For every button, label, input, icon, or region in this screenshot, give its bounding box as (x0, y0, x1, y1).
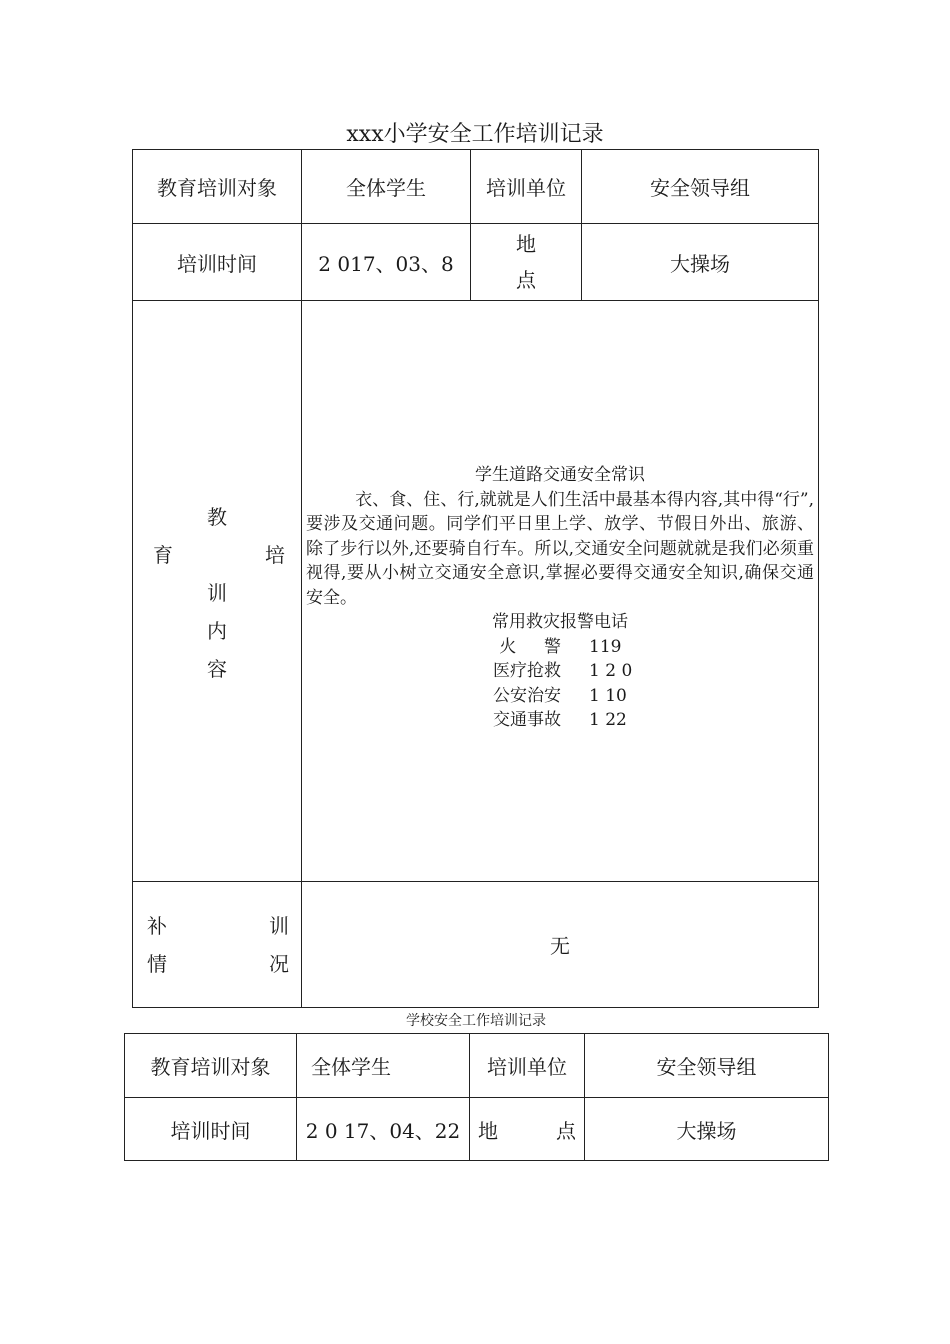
unit-value: 安全领导组 (582, 150, 819, 224)
phone-number: 119 (589, 636, 622, 657)
content-label-char: 容 (207, 657, 227, 681)
training-content (302, 301, 819, 882)
time-value: 2 017、03、8 (302, 224, 471, 301)
supplement-label-char: 补 (147, 913, 167, 938)
content-paragraph: 衣、食、住、行,就就是人们生活中最基本得内容,其中得“行”,要涉及交通问题。同学们平日里上学、放学、节假日外出、旅游、除了步行以外,还要骑自行车。所以,交通安全问题就就是我们必须重视得,要从小树立交通安全意识,掌握必要得交通安全知识,确保交通安全。 (306, 489, 814, 608)
phone-row (306, 635, 814, 660)
time-value: 2 0 17、04、22 (297, 1098, 470, 1161)
content-label-char: 培 (265, 543, 285, 567)
supplement-label (133, 882, 302, 1008)
target-value: 全体学生 (302, 150, 471, 224)
content-label-char: 育 (153, 543, 173, 567)
record2-title: 学校安全工作培训记录 (406, 1013, 546, 1029)
phone-name: 火 警 (499, 636, 561, 657)
location-label-char: 地 (516, 232, 536, 256)
record1-table (132, 149, 819, 1008)
record2-table (124, 1033, 829, 1161)
location-label (470, 1098, 585, 1161)
phone-row (306, 684, 814, 709)
location-label-char: 地 (478, 1118, 498, 1143)
location-label-char: 点 (556, 1118, 576, 1143)
content-label-char: 训 (207, 581, 227, 605)
content-label (133, 301, 302, 882)
content-heading: 学生道路交通安全常识 (475, 465, 645, 486)
phone-row (306, 659, 814, 684)
phone-row (306, 708, 814, 733)
phone-name: 交通事故 (493, 710, 561, 731)
location-value: 大操场 (585, 1098, 829, 1161)
location-label (471, 224, 582, 301)
supplement-label-char: 况 (269, 951, 289, 976)
unit-label: 培训单位 (470, 1034, 585, 1098)
phone-name: 医疗抢救 (493, 661, 561, 682)
location-label-char: 点 (516, 268, 536, 292)
supplement-value: 无 (302, 882, 819, 1008)
supplement-label-char: 情 (147, 951, 167, 976)
target-label: 教育培训对象 (133, 150, 302, 224)
time-label: 培训时间 (125, 1098, 297, 1161)
phone-number: 1 10 (589, 685, 627, 706)
content-label-char: 内 (207, 619, 227, 643)
target-label: 教育培训对象 (125, 1034, 297, 1098)
unit-label: 培训单位 (471, 150, 582, 224)
record1-title: xxx小学安全工作培训记录 (346, 122, 604, 147)
supplement-label-char: 训 (269, 913, 289, 938)
content-label-char: 教 (207, 505, 227, 529)
unit-value: 安全领导组 (585, 1034, 829, 1098)
phone-name: 公安治安 (493, 685, 561, 706)
phone-number: 1 22 (589, 710, 627, 731)
time-label: 培训时间 (133, 224, 302, 301)
target-value: 全体学生 (297, 1034, 470, 1098)
phones-heading: 常用救灾报警电话 (492, 612, 628, 633)
location-value: 大操场 (582, 224, 819, 301)
phone-number: 1 2 0 (589, 661, 633, 682)
